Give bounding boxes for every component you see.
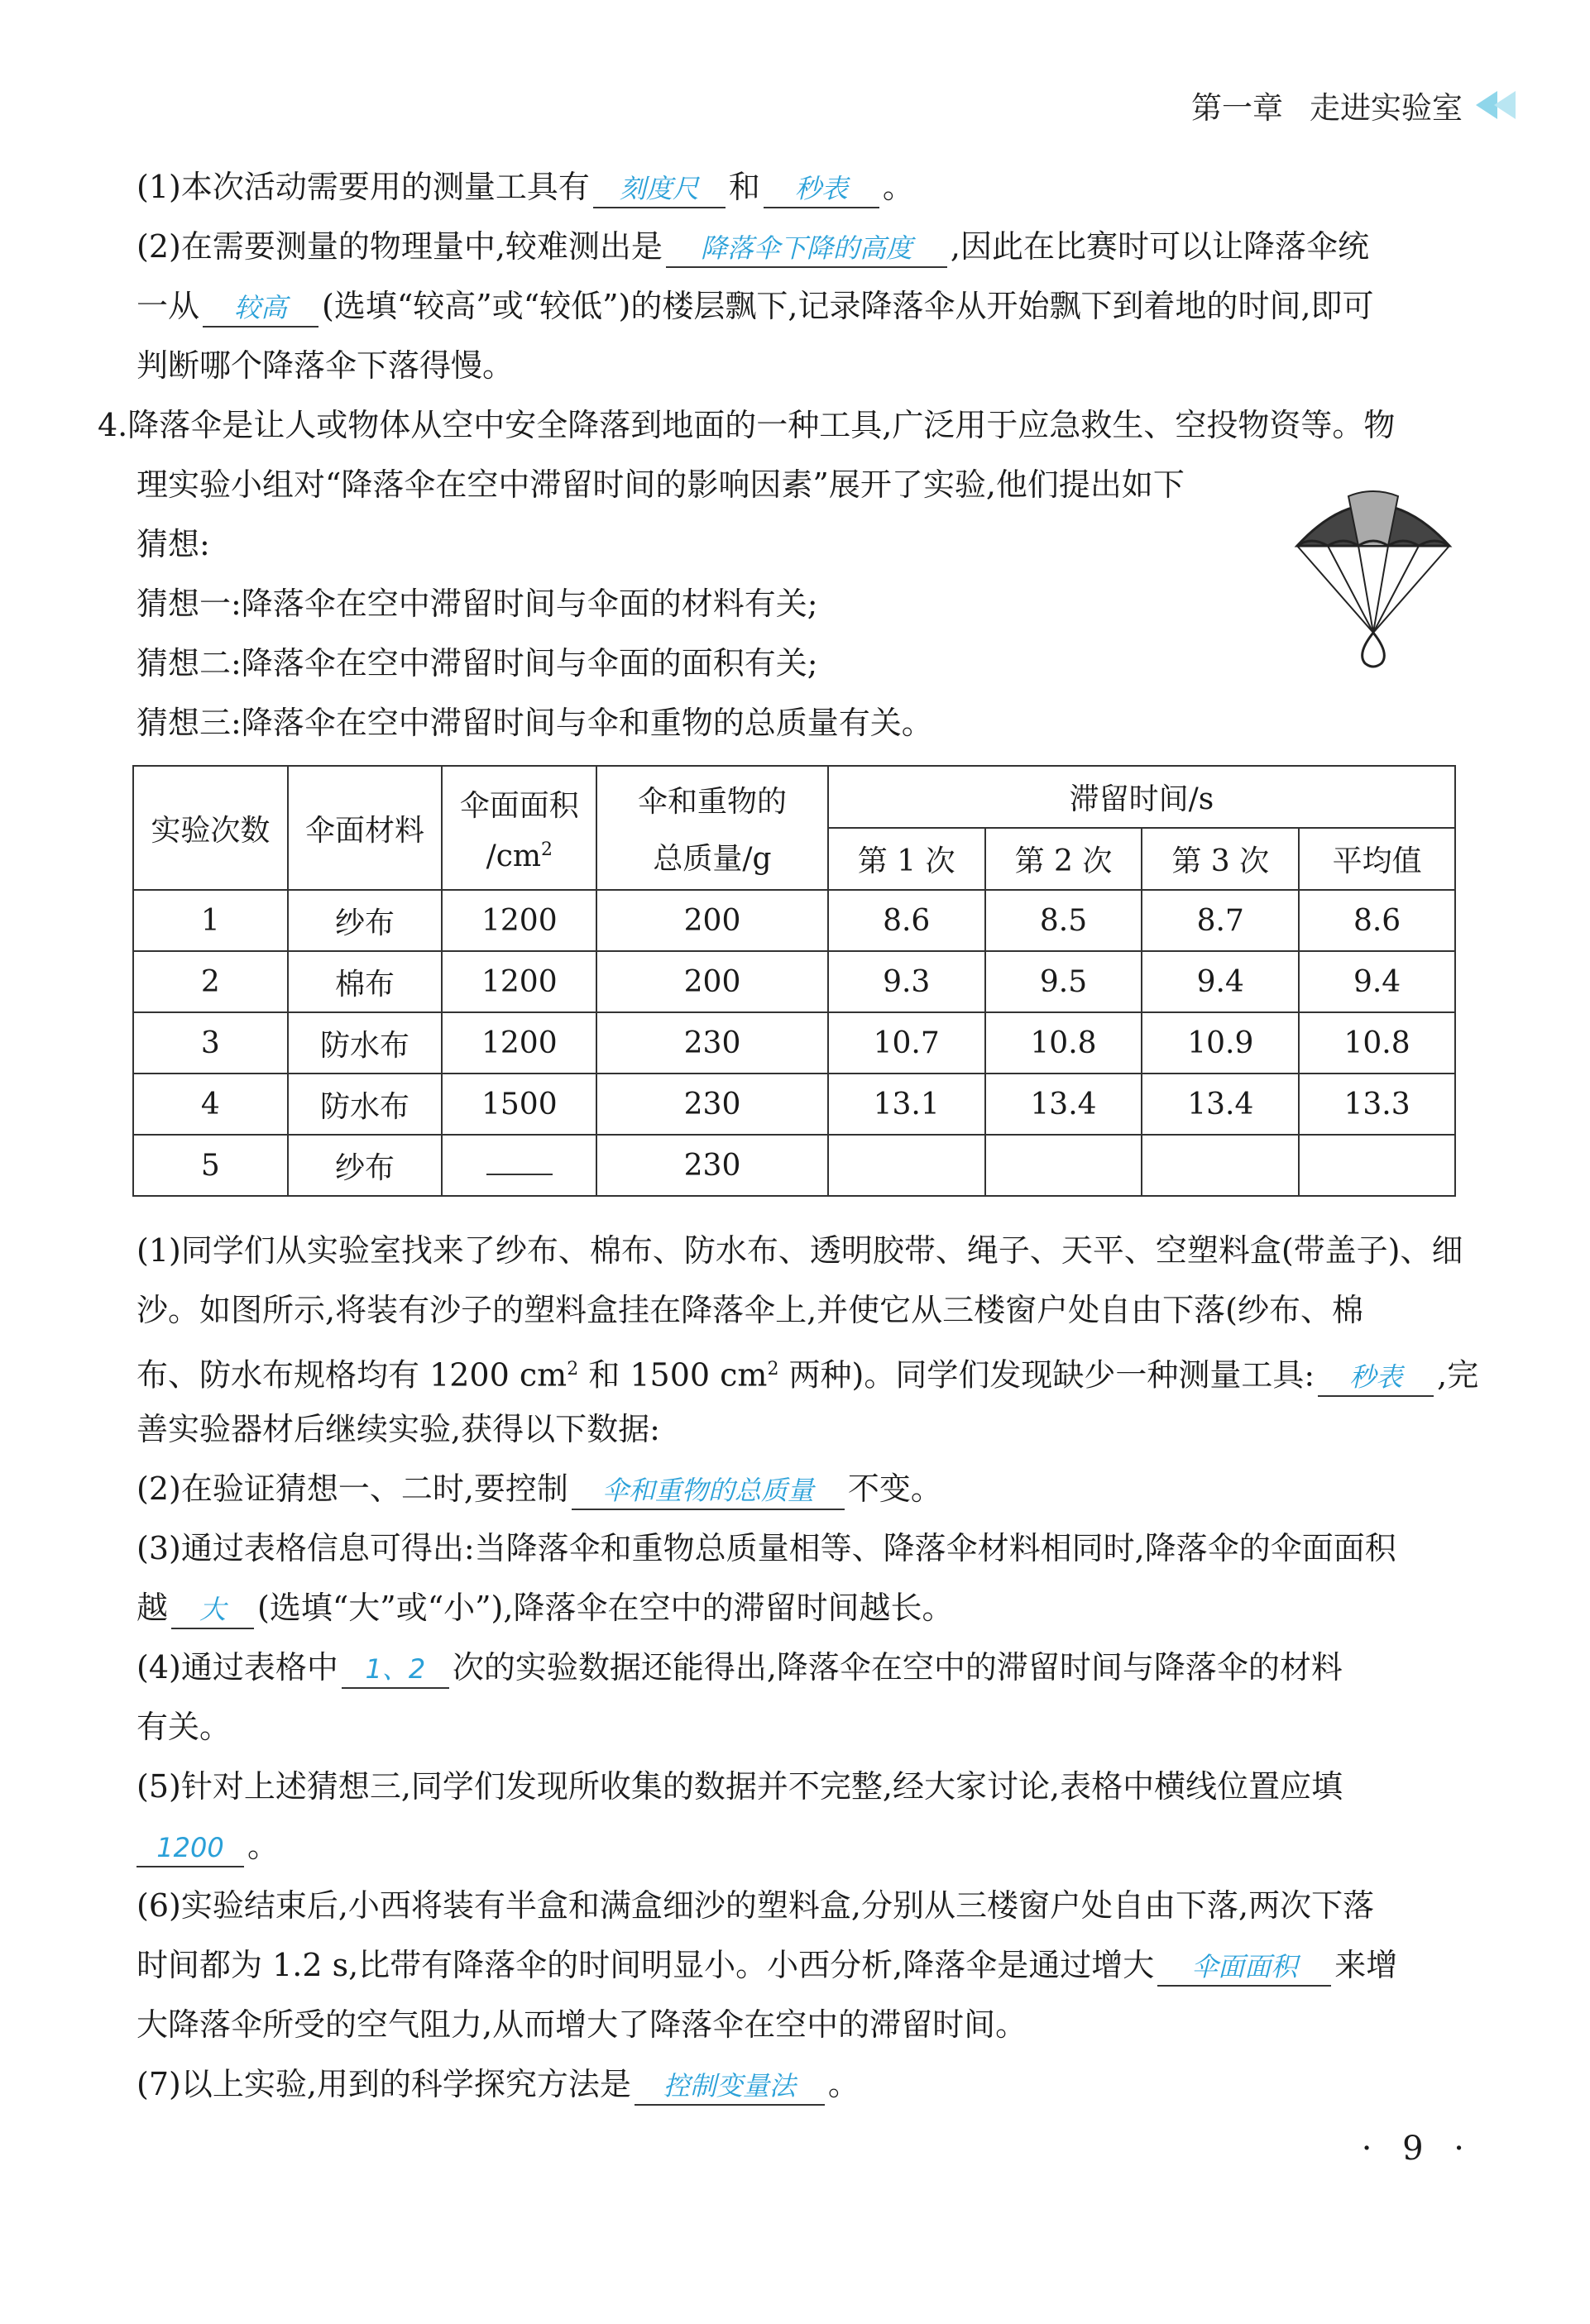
s1-line2: 沙。如图所示,将装有沙子的塑料盒挂在降落伞上,并使它从三楼窗户处自由下落(纱布、棉: [136, 1292, 1363, 1328]
table-row: 4 防水布 1500 230 13.1 13.4 13.4 13.3: [133, 1074, 1455, 1135]
s4-line1: (4)通过表格中 1、2 次的实验数据还能得出,降落伞在空中的滞留时间与降落伞的材料: [136, 1647, 1460, 1689]
answer-blank: 伞和重物的总质量: [572, 1472, 845, 1510]
header-time: 滞留时间/s: [828, 766, 1455, 828]
answer-blank: 大: [171, 1591, 254, 1629]
parachute-icon: [1291, 480, 1456, 670]
chapter-header: [1191, 83, 1516, 127]
answer-blank: 1、2: [342, 1651, 449, 1689]
header-material: 伞面材料: [288, 766, 443, 890]
table-row: 1 纱布 1200 200 8.6 8.5 8.7 8.6: [133, 890, 1455, 951]
header-trial-3: 第 3 次: [1142, 828, 1299, 890]
page-number: · 9 ·: [1361, 2130, 1474, 2168]
answer-blank: 1200: [136, 1829, 244, 1867]
area-blank: [442, 1135, 596, 1196]
data-table: [132, 765, 1456, 1197]
table-row: 3 防水布 1200 230 10.7 10.8 10.9 10.8: [133, 1012, 1455, 1074]
guess-2: 猜想二:降落伞在空中滞留时间与伞面的面积有关;: [136, 645, 818, 681]
s2-line: (2)在验证猜想一、二时,要控制 伞和重物的总质量 不变。: [136, 1469, 1460, 1510]
answer-blank: 伞面面积: [1157, 1949, 1331, 1987]
arrow-decoration-icon: [1479, 91, 1516, 119]
q3-part2-line2: 一从 较高 (选填“较高”或“较低”)的楼层飘下,记录降落伞从开始飘下到着地的时间,即可: [136, 286, 1460, 328]
s1-line1: (1)同学们从实验室找来了纱布、棉布、防水布、透明胶带、绳子、天平、空塑料盒(带盖子)、细: [136, 1232, 1463, 1269]
s3-line2: 越 大 (选填“大”或“小”),降落伞在空中的滞留时间越长。: [136, 1588, 1460, 1629]
chapter-number: 第一章: [1191, 90, 1283, 126]
s6-line3: 大降落伞所受的空气阻力,从而增大了降落伞在空中的滞留时间。: [136, 2006, 1027, 2043]
answer-blank: 秒表: [764, 170, 879, 208]
q4-intro-line2: 理实验小组对“降落伞在空中滞留时间的影响因素”展开了实验,他们提出如下: [136, 466, 1185, 503]
s6-line1: (6)实验结束后,小西将装有半盒和满盒细沙的塑料盒,分别从三楼窗户处自由下落,两次下落: [136, 1887, 1375, 1924]
q3-part2-line3: 判断哪个降落伞下落得慢。: [136, 347, 515, 384]
q4-intro-line3: 猜想:: [136, 526, 210, 562]
header-trial-2: 第 2 次: [985, 828, 1142, 890]
q4-intro-line1: 4.降落伞是让人或物体从空中安全降落到地面的一种工具,广泛用于应急救生、空投物资等。物: [98, 407, 1396, 443]
header-average: 平均值: [1299, 828, 1455, 890]
answer-blank: 控制变量法: [635, 2068, 825, 2106]
table-row: 5 纱布 230: [133, 1135, 1455, 1196]
answer-blank: 刻度尺: [593, 170, 726, 208]
table-row: 2 棉布 1200 200 9.3 9.5 9.4 9.4: [133, 951, 1455, 1012]
header-mass: 伞和重物的 总质量/g: [596, 766, 828, 890]
guess-3: 猜想三:降落伞在空中滞留时间与伞和重物的总质量有关。: [136, 705, 933, 741]
header-trial: 实验次数: [133, 766, 288, 890]
answer-blank: 较高: [203, 289, 318, 328]
s4-line2: 有关。: [136, 1709, 232, 1745]
s1-line3: 布、防水布规格均有 1200 $cm^2$ 和 1500 $cm^2$ 两种)。同学们发现缺少一种测量工具: 秒表 ,完: [136, 1350, 1460, 1397]
s5-line2: 1200 。: [136, 1826, 1460, 1867]
s3-line1: (3)通过表格信息可得出:当降落伞和重物总质量相等、降落伞材料相同时,降落伞的伞面面积: [136, 1530, 1396, 1566]
s6-line2: 时间都为 1.2 s,比带有降落伞的时间明显小。小西分析,降落伞是通过增大 伞面面积 来增: [136, 1945, 1460, 1987]
q3-part2-line1: (2)在需要测量的物理量中,较难测出是 降落伞下降的高度 ,因此在比赛时可以让降落伞统: [136, 227, 1460, 268]
chapter-title: 走进实验室: [1310, 90, 1463, 126]
header-trial-1: 第 1 次: [828, 828, 985, 890]
s5-line1: (5)针对上述猜想三,同学们发现所收集的数据并不完整,经大家讨论,表格中横线位置应填: [136, 1768, 1343, 1805]
answer-blank: 降落伞下降的高度: [666, 230, 947, 268]
answer-blank: 秒表: [1318, 1359, 1434, 1397]
s1-line4: 善实验器材后继续实验,获得以下数据:: [136, 1411, 660, 1447]
header-area: 伞面面积 $/cm^2$: [442, 766, 596, 890]
q3-part1: (1)本次活动需要用的测量工具有 刻度尺 和 秒表 。: [136, 167, 1460, 208]
guess-1: 猜想一:降落伞在空中滞留时间与伞面的材料有关;: [136, 586, 818, 622]
s7-line: (7)以上实验,用到的科学探究方法是 控制变量法 。: [136, 2064, 1460, 2106]
